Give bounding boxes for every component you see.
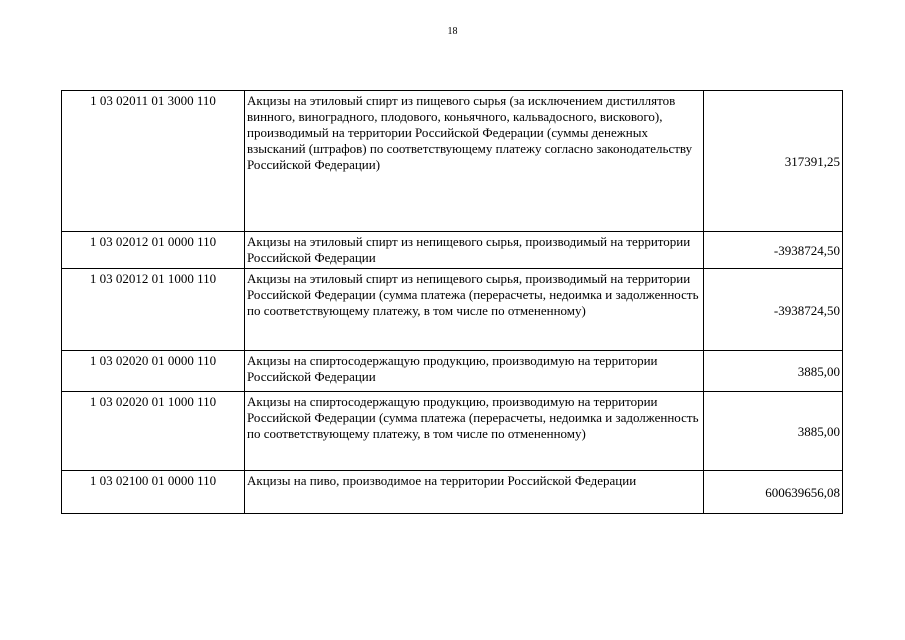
revenue-amount-cell: 3885,00: [704, 392, 843, 471]
revenue-code-cell: 1 03 02011 01 3000 110: [62, 91, 245, 232]
table-row: [62, 471, 843, 514]
revenue-code-cell: 1 03 02012 01 0000 110: [62, 232, 245, 269]
revenue-amount-cell: -3938724,50: [704, 232, 843, 269]
revenue-name-cell: Акцизы на спиртосодержащую продукцию, производимую на территории Российской Федерации (сумма платежа (перерасчеты, недоимка и задолженность по соответствующему платежу, в том числе по отмененному): [245, 392, 704, 471]
revenue-code-cell: 1 03 02020 01 0000 110: [62, 351, 245, 392]
revenue-code-cell: 1 03 02020 01 1000 110: [62, 392, 245, 471]
table-row: [62, 392, 843, 471]
revenue-name-cell: Акцизы на пиво, производимое на территории Российской Федерации: [245, 471, 704, 514]
revenue-code-cell: 1 03 02012 01 1000 110: [62, 269, 245, 351]
table-row: [62, 91, 843, 232]
table-row: [62, 269, 843, 351]
page-number: 18: [447, 26, 458, 37]
revenue-name-cell: Акцизы на спиртосодержащую продукцию, производимую на территории Российской Федерации: [245, 351, 704, 392]
revenue-code-cell: 1 03 02100 01 0000 110: [62, 471, 245, 514]
table-row: [62, 351, 843, 392]
budget-revenue-table: [61, 90, 843, 514]
revenue-name-cell: Акцизы на этиловый спирт из непищевого сырья, производимый на территории Российской Федерации (сумма платежа (перерасчеты, недоимка и задолженность по соответствующему платежу, в том числе по отмененному): [245, 269, 704, 351]
revenue-amount-cell: 317391,25: [704, 91, 843, 232]
revenue-name-cell: Акцизы на этиловый спирт из непищевого сырья, производимый на территории Российской Федерации: [245, 232, 704, 269]
revenue-amount-cell: -3938724,50: [704, 269, 843, 351]
table-row: [62, 232, 843, 269]
revenue-name-cell: Акцизы на этиловый спирт из пищевого сырья (за исключением дистиллятов винного, виноградного, плодового, коньячного, кальвадосного, вискового), производимый на территории Российской Федерации (суммы денежных взысканий (штрафов) по соответствующему платежу согласно законодательству Российской Федерации): [245, 91, 704, 232]
revenue-amount-cell: 600639656,08: [704, 471, 843, 514]
revenue-amount-cell: 3885,00: [704, 351, 843, 392]
